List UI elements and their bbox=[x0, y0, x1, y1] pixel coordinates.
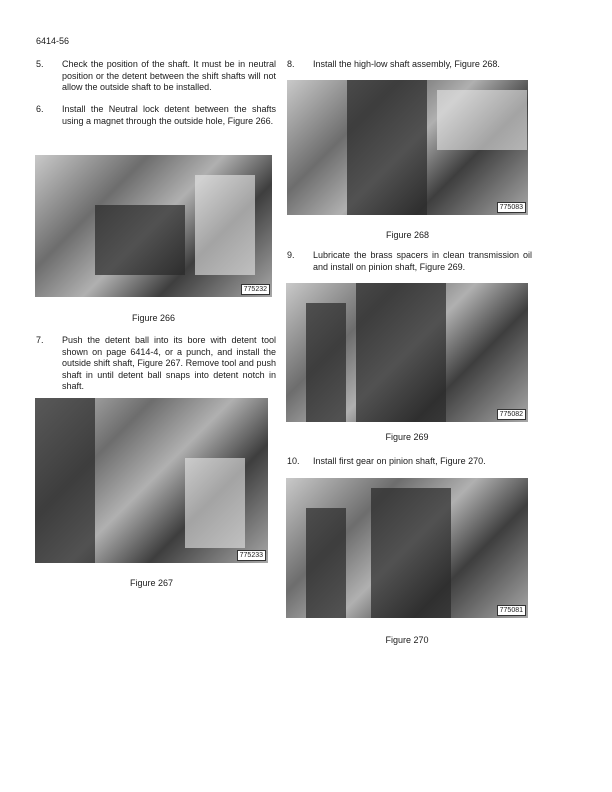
page-number: 6414-56 bbox=[36, 36, 70, 46]
photo-id-tag: 775083 bbox=[497, 202, 526, 213]
step-text: Push the detent ball into its bore with detent tool shown on page 6414-4, or a punch, and install the outside shift shaft, Figure 267. Remove tool and push shaft in until detent ball snaps into detent notch in shaft. bbox=[62, 335, 276, 391]
step-number: 7. bbox=[36, 335, 44, 345]
figure-269-photo bbox=[286, 283, 528, 422]
step-text: Lubricate the brass spacers in clean transmission oil and install on pinion shaft, Figure 269. bbox=[313, 250, 532, 272]
photo-id-tag: 775081 bbox=[497, 605, 526, 616]
figure-266-photo bbox=[35, 155, 272, 297]
step-number: 5. bbox=[36, 59, 44, 69]
step-number: 6. bbox=[36, 104, 44, 114]
figure-267-photo bbox=[35, 398, 268, 563]
photo-id-tag: 775232 bbox=[241, 284, 270, 295]
step-number: 9. bbox=[287, 250, 295, 260]
step-7 bbox=[36, 335, 276, 393]
step-number: 10. bbox=[287, 456, 300, 466]
figure-270-caption: Figure 270 bbox=[385, 635, 429, 645]
step-6 bbox=[36, 104, 276, 127]
figure-266-caption: Figure 266 bbox=[131, 313, 176, 323]
photo-id-tag: 775233 bbox=[237, 550, 266, 561]
figure-267-caption: Figure 267 bbox=[129, 578, 174, 588]
step-9 bbox=[287, 250, 532, 273]
step-text: Install the high-low shaft assembly, Figure 268. bbox=[313, 59, 500, 69]
step-8 bbox=[287, 59, 532, 71]
step-text: Install the Neutral lock detent between the shafts using a magnet through the outside hole, Figure 266. bbox=[62, 104, 276, 126]
step-5 bbox=[36, 59, 276, 94]
figure-270-photo bbox=[286, 478, 528, 618]
photo-id-tag: 775082 bbox=[497, 409, 526, 420]
step-text: Install first gear on pinion shaft, Figure 270. bbox=[313, 456, 486, 466]
step-text: Check the position of the shaft. It must be in neutral position or the detent between the shift shafts will not allow the outside shaft to be installed. bbox=[62, 59, 276, 92]
figure-268-photo bbox=[287, 80, 528, 215]
step-number: 8. bbox=[287, 59, 295, 69]
step-10 bbox=[287, 456, 532, 468]
figure-269-caption: Figure 269 bbox=[385, 432, 429, 442]
figure-268-caption: Figure 268 bbox=[385, 230, 430, 240]
